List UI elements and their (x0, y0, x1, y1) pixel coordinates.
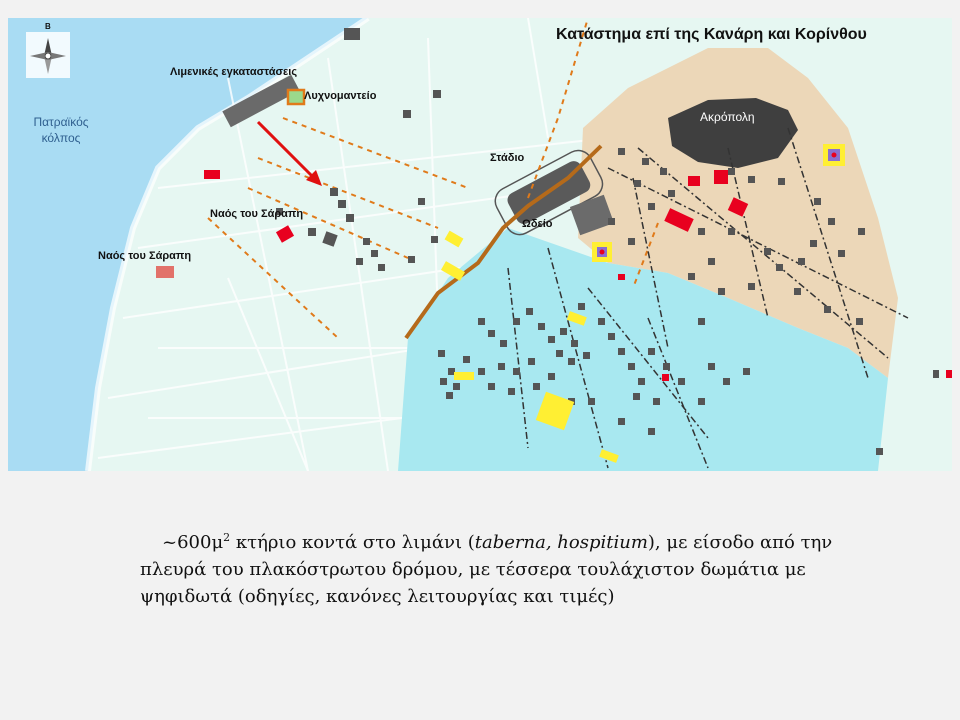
odeon-label: Ωδείο (522, 218, 553, 230)
sea-label (24, 114, 98, 146)
sea-label-line2: κόλπος (41, 131, 81, 145)
caption-italic: taberna, hospitium (474, 532, 648, 553)
serapis-label-2: Ναός του Σάραπη (98, 250, 192, 262)
compass-rose-icon (26, 32, 70, 78)
serapis-label-1: Ναός του Σάραπη (210, 208, 304, 220)
caption-text-b: ), με είσοδο από την πλευρά του πλακόστρωτου δρόμου, με τέσσερα τουλάχιστον δωμάτια με ψηφιδωτά (οδηγίες, κανόνες λειτουργίας και τιμές) (140, 532, 833, 607)
sea-label-line1: Πατραϊκός (33, 115, 89, 129)
map-panel (8, 18, 952, 471)
stadium-label: Στάδιο (490, 152, 525, 164)
map-title: Κατάστημα επί της Κανάρη και Κορίνθου (556, 26, 867, 43)
caption-sup: 2 (223, 531, 231, 544)
harbor-label: Λιμενικές εγκαταστάσεις (170, 66, 298, 78)
lamp-oracle-label: Λυχνομαντείο (304, 90, 377, 102)
caption-text-a: κτήριο κοντά στο λιμάνι ( (230, 532, 475, 553)
harbor-top-building (344, 28, 360, 40)
serapis-green-building (156, 266, 174, 278)
caption-prefix: ~600μ (162, 532, 224, 553)
acropolis-label: Ακρόπολη (700, 110, 755, 124)
compass-letter: B (45, 22, 51, 31)
city-map (8, 18, 952, 471)
caption (140, 524, 900, 610)
sea-area (8, 18, 368, 471)
